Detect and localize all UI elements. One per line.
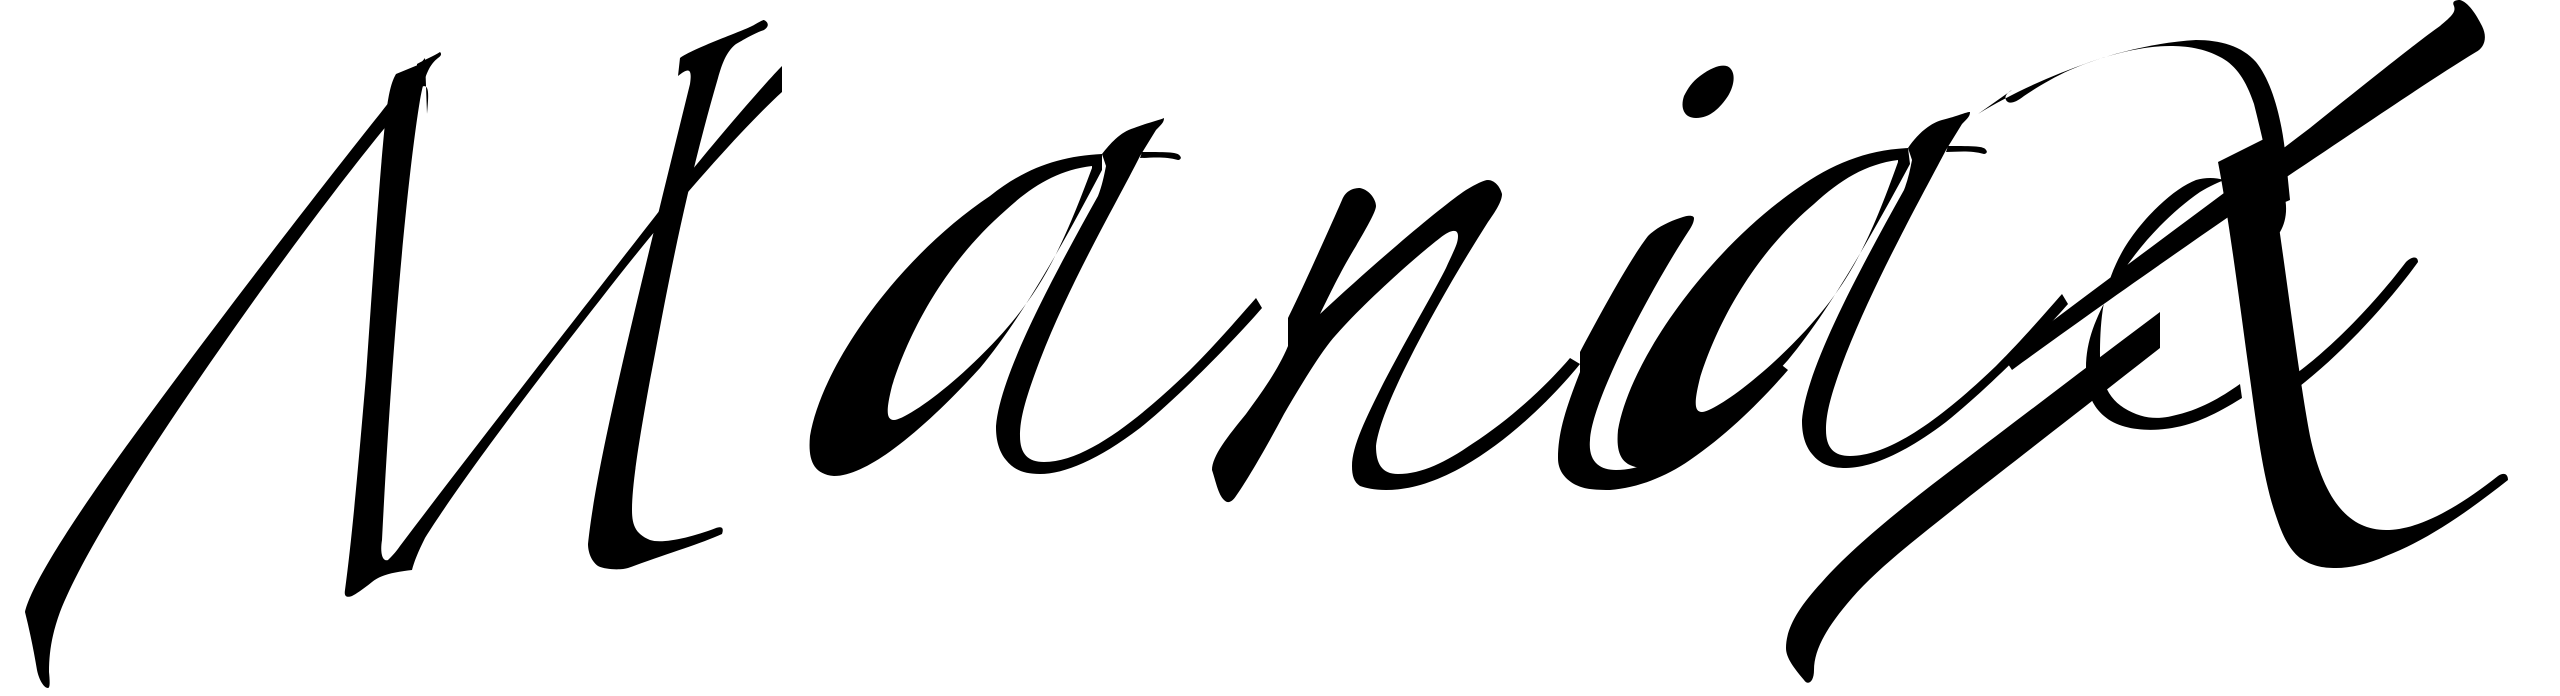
wordmark-glyphs: [25, 0, 2508, 688]
letter-a1-crossbar: [1140, 152, 1181, 160]
letter-n: [1212, 180, 1580, 502]
letter-a2-crossbar: [1946, 146, 1987, 154]
letter-i-dot: [1683, 66, 1734, 118]
letter-x-lower-arm: [1786, 312, 2160, 683]
letter-x-rising-tail: [2290, 258, 2418, 387]
letter-m-first-diagonal: [345, 54, 782, 597]
letter-a2-bowl: [1618, 148, 1910, 468]
letter-m-right-stem: [588, 20, 768, 569]
